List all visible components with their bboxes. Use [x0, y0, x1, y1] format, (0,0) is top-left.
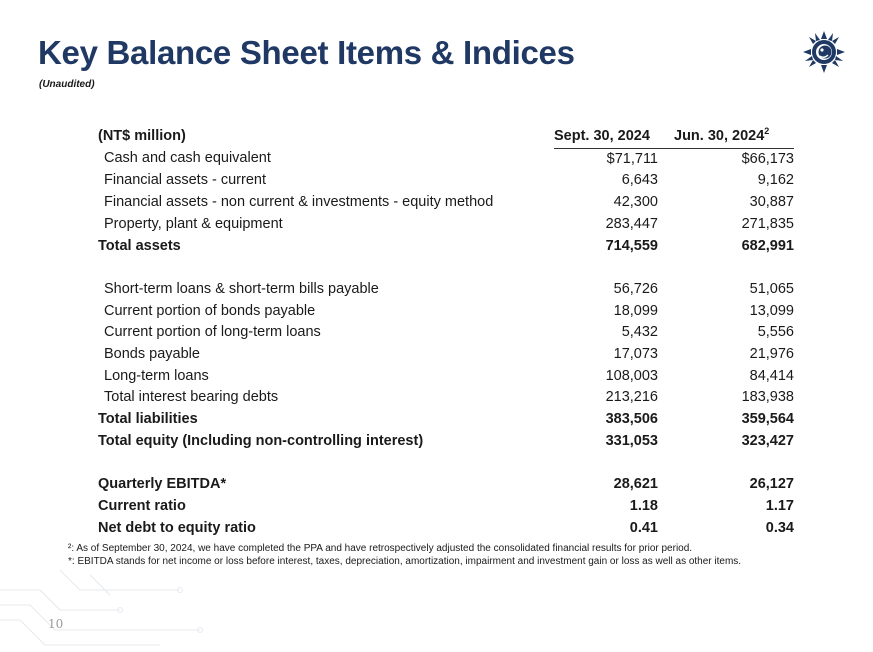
value-sept: 1.18 — [629, 497, 658, 514]
table-row — [98, 214, 794, 236]
value-sept: 18,099 — [613, 302, 658, 319]
row-label: Total liabilities — [98, 411, 198, 428]
value-jun: 51,065 — [749, 280, 794, 297]
balance-sheet-table — [98, 126, 794, 539]
table-body — [98, 148, 794, 539]
table-row — [98, 474, 794, 496]
table-row — [98, 496, 794, 518]
row-label: Long-term loans — [104, 367, 209, 384]
row-label: Financial assets - current — [104, 172, 266, 189]
value-jun: 183,938 — [741, 389, 794, 406]
row-label: Net debt to equity ratio — [98, 519, 256, 536]
table-row — [98, 322, 794, 344]
page-subtitle: (Unaudited) — [39, 79, 95, 90]
column-header-jun: Jun. 30, 2024$^2$ — [658, 126, 794, 148]
value-sept: 213,216 — [605, 389, 658, 406]
table-row — [98, 148, 794, 170]
row-label: Current portion of bonds payable — [104, 302, 316, 319]
row-label: Cash and cash equivalent — [104, 150, 271, 167]
spacer-row — [98, 453, 794, 475]
row-label: Short-term loans & short-term bills payable — [104, 280, 379, 297]
row-label: Quarterly EBITDA* — [98, 476, 227, 493]
table-row — [98, 409, 794, 431]
row-label: Bonds payable — [104, 346, 200, 363]
value-jun: 323,427 — [741, 432, 794, 449]
value-sept: 283,447 — [605, 215, 658, 232]
footnotes — [68, 543, 808, 568]
table-row — [98, 170, 794, 192]
footnote-ppa: ²: As of September 30, 2024, we have completed the PPA and have retrospectively adjusted the consolidated financial results for prior period. — [68, 543, 693, 554]
value-jun: 5,556 — [757, 324, 794, 341]
row-label: Total equity (Including non-controlling interest) — [98, 432, 424, 449]
row-label: Property, plant & equipment — [104, 215, 283, 232]
circuit-decoration — [0, 570, 260, 652]
footnote-ebitda: *: EBITDA stands for net income or loss before interest, taxes, depreciation, amortization, impairment and investment gain or loss as well as other items. — [68, 555, 742, 567]
value-jun: 84,414 — [749, 367, 794, 384]
row-label: Total assets — [98, 237, 181, 254]
table-row — [98, 301, 794, 323]
page-title: Key Balance Sheet Items & Indices — [38, 34, 575, 71]
value-jun: 30,887 — [749, 194, 794, 211]
column-header-sept: Sept. 30, 2024 — [554, 126, 658, 148]
table-row — [98, 236, 794, 258]
value-jun: 271,835 — [741, 215, 794, 232]
row-label: Total interest bearing debts — [104, 389, 279, 406]
table-row — [98, 279, 794, 301]
table-row — [98, 431, 794, 453]
value-sept: 0.41 — [629, 519, 658, 536]
value-sept: 56,726 — [613, 280, 658, 297]
value-jun: 0.34 — [765, 519, 794, 536]
spacer-row — [98, 257, 794, 279]
value-jun: 13,099 — [749, 302, 794, 319]
value-jun: $66,173 — [741, 150, 794, 167]
value-sept: 6,643 — [621, 172, 658, 189]
value-jun: 21,976 — [749, 346, 794, 363]
table-header-row — [98, 126, 794, 148]
value-sept: 42,300 — [613, 194, 658, 211]
sun-logo-icon — [803, 31, 845, 73]
row-label: Financial assets - non current & investments - equity method — [104, 194, 494, 211]
value-jun: 682,991 — [741, 237, 794, 254]
value-sept: 383,506 — [605, 411, 658, 428]
page-number: 10 — [48, 617, 64, 631]
value-jun: 9,162 — [757, 172, 794, 189]
value-sept: $71,711 — [606, 150, 658, 167]
value-sept: 108,003 — [605, 367, 658, 384]
table-row — [98, 192, 794, 214]
value-sept: 28,621 — [613, 476, 658, 493]
value-jun: 1.17 — [765, 497, 794, 514]
table-row — [98, 366, 794, 388]
table-row — [98, 518, 794, 540]
table-row — [98, 344, 794, 366]
value-sept: 331,053 — [605, 432, 658, 449]
unit-label: (NT$ million) — [98, 128, 186, 145]
row-label: Current ratio — [98, 497, 186, 514]
value-jun: 26,127 — [749, 476, 794, 493]
value-sept: 17,073 — [613, 346, 658, 363]
value-sept: 714,559 — [605, 237, 658, 254]
value-jun: 359,564 — [741, 411, 794, 428]
table-row — [98, 387, 794, 409]
row-label: Current portion of long-term loans — [104, 324, 321, 341]
value-sept: 5,432 — [621, 324, 658, 341]
